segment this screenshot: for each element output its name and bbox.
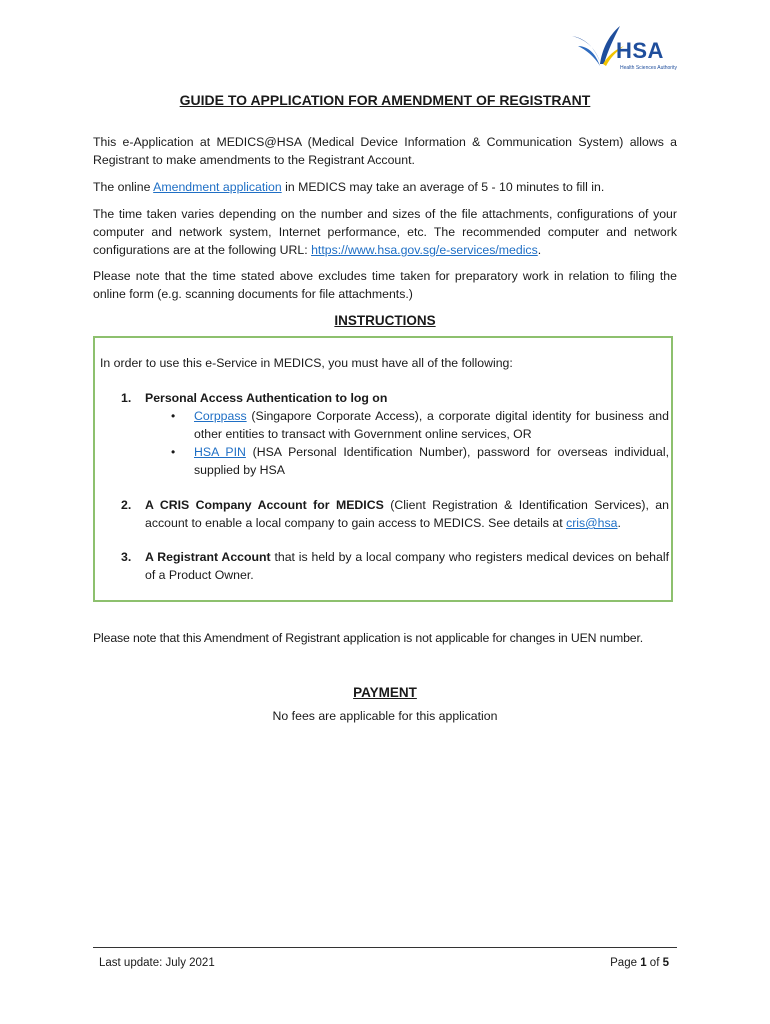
page-of: of: [646, 957, 663, 969]
intro-p3-text: The time taken varies depending on the number and sizes of the file attachments, configurations of your computer and network system, Internet performance, etc. The recommended computer and network configurations are at the following URL:: [93, 207, 677, 257]
corppass-link[interactable]: Corppass: [194, 409, 247, 423]
item-2-after: .: [617, 516, 621, 530]
page-title: GUIDE TO APPLICATION FOR AMENDMENT OF REGISTRANT: [179, 92, 591, 108]
intro-paragraph-4: Please note that the time stated above excludes time taken for preparatory work in relation to filing the online form (e.g. scanning documents for file attachments.): [93, 269, 677, 301]
intro-paragraph-1: This e-Application at MEDICS@HSA (Medical Device Information & Communication System) allows a Registrant to make amendments to the Registrant Account.: [93, 135, 677, 167]
amendment-application-link[interactable]: Amendment application: [153, 180, 282, 194]
logo-tagline: Health Sciences Authority: [620, 65, 677, 71]
page-current: 1: [640, 957, 647, 969]
item-1-number: 1.: [121, 391, 132, 405]
medics-url-link[interactable]: https://www.hsa.gov.sg/e-services/medics: [311, 243, 538, 257]
item-2-number: 2.: [121, 498, 132, 512]
hsa-pin-link[interactable]: HSA PIN: [194, 445, 246, 459]
item-1-title: Personal Access Authentication to log on: [145, 391, 388, 405]
intro-p2-text: The online: [93, 180, 154, 194]
item-2-bold: A CRIS Company Account for MEDICS: [145, 498, 384, 512]
intro-p2-text-after: in MEDICS may take an average of 5 - 10 minutes to fill in.: [281, 180, 605, 194]
bullet-hsa-pin: [194, 443, 669, 479]
payment-heading: PAYMENT: [353, 685, 417, 700]
footer-divider: [93, 947, 677, 948]
item-3-text: [145, 548, 669, 584]
instructions-intro: In order to use this e-Service in MEDICS, you must have all of the following:: [100, 356, 513, 370]
intro-paragraph-2: [93, 178, 677, 196]
instructions-heading: INSTRUCTIONS: [334, 313, 436, 328]
page-total: 5: [662, 957, 669, 969]
footer-page-number: [610, 954, 669, 972]
logo-text: HSA: [616, 38, 664, 63]
uen-note: Please note that this Amendment of Registrant application is not applicable for changes in UEN number.: [93, 631, 644, 645]
item-2-description: (Client Registration & Identification Services), an account to enable a local company to gain access to MEDICS. See details at: [145, 498, 669, 530]
cris-hsa-link[interactable]: cris@hsa: [566, 516, 618, 530]
corppass-description: (Singapore Corporate Access), a corporate digital identity for business and other entities to transact with Government online services, OR: [194, 409, 669, 441]
page-prefix: Page: [610, 957, 641, 969]
bullet-1-dot: •: [171, 409, 176, 423]
intro-paragraph-3: [93, 205, 677, 259]
hsa-logo: [570, 24, 682, 76]
footer-last-update: Last update: July 2021: [99, 957, 215, 969]
item-2-text: [145, 496, 669, 532]
item-3-bold: A Registrant Account: [145, 550, 271, 564]
item-3-number: 3.: [121, 550, 132, 564]
bullet-corppass: [194, 407, 669, 443]
item-3-description: that is held by a local company who registers medical devices on behalf of a Product Owner.: [145, 550, 669, 582]
bullet-2-dot: •: [171, 445, 176, 459]
intro-p3-text-after: .: [537, 243, 542, 257]
payment-text: No fees are applicable for this application: [272, 709, 498, 723]
hsa-pin-description: (HSA Personal Identification Number), password for overseas individual, supplied by HSA: [194, 445, 670, 477]
